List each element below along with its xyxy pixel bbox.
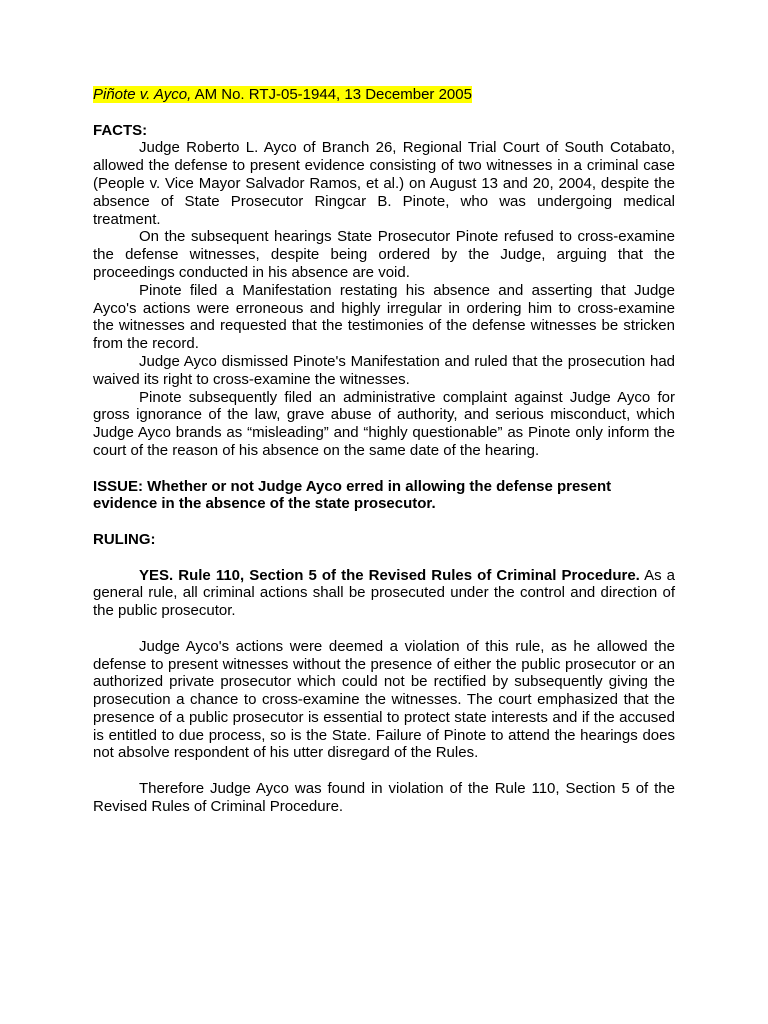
ruling-lead-bold: YES. Rule 110, Section 5 of the Revised Rules of Criminal Procedure. (139, 566, 640, 584)
facts-paragraph: Judge Ayco dismissed Pinote's Manifestation and ruled that the prosecution had waived its right to cross-examine the witnesses. (93, 352, 675, 388)
spacer (93, 460, 675, 478)
facts-paragraph: Judge Roberto L. Ayco of Branch 26, Regional Trial Court of South Cotabato, allowed the defense to present evidence consisting of two witnesses in a criminal case (People v. Vice Mayor Salvador Ramos, et al.) on August 13 and 20, 2004, despite the absence of State Prosecutor Ringcar B. Pinote, who was undergoing medical treatment. (93, 139, 675, 228)
spacer (93, 104, 675, 122)
ruling-paragraph: Judge Ayco's actions were deemed a violation of this rule, as he allowed the defense to present witnesses without the presence of either the public prosecutor or an authorized private prosecutor which could not be rectified by subsequently giving the prosecution a chance to cross-examine the witnesses. The court emphasized that the presence of a public prosecutor is essential to protect state interests and if the accused is entitled to due process, so is the State. Failure of Pinote to attend the hearings does not absolve respondent of his utter disregard of the Rules. (93, 637, 675, 762)
spacer (93, 549, 675, 567)
spacer (93, 762, 675, 780)
ruling-paragraph: Therefore Judge Ayco was found in violation of the Rule 110, Section 5 of the Revised Rules of Criminal Procedure. (93, 780, 675, 815)
case-citation: AM No. RTJ-05-1944, 13 December 2005 (191, 86, 472, 103)
case-title-highlight (93, 86, 472, 103)
facts-paragraph: On the subsequent hearings State Prosecutor Pinote refused to cross-examine the defense witnesses, despite being ordered by the Judge, arguing that the proceedings conducted in his absence are void. (93, 228, 675, 281)
document-page (93, 86, 675, 816)
ruling-heading: RULING: (93, 530, 156, 548)
case-title (93, 86, 675, 104)
spacer (93, 513, 675, 531)
facts-heading: FACTS: (93, 121, 148, 139)
ruling-lead-rest: As a general rule, all criminal actions shall be prosecuted under the control and direction of the public prosecutor. (93, 566, 675, 620)
ruling-paragraph (93, 567, 675, 620)
spacer (93, 620, 675, 638)
issue-statement: ISSUE: Whether or not Judge Ayco erred in allowing the defense present evidence in the absence of the state prosecutor. (93, 477, 612, 513)
facts-paragraph: Pinote filed a Manifestation restating his absence and asserting that Judge Ayco's actions were erroneous and highly irregular in ordering him to cross-examine the witnesses and requested that the testimonies of the defense witnesses be stricken from the record. (93, 281, 675, 353)
facts-paragraph: Pinote subsequently filed an administrative complaint against Judge Ayco for gross ignorance of the law, grave abuse of authority, and serious misconduct, which Judge Ayco brands as “misleading” and “highly questionable” as Pinote only inform the court of the reason of his absence on the same date of the hearing. (93, 388, 675, 459)
case-name: Piñote v. Ayco, (93, 86, 192, 103)
